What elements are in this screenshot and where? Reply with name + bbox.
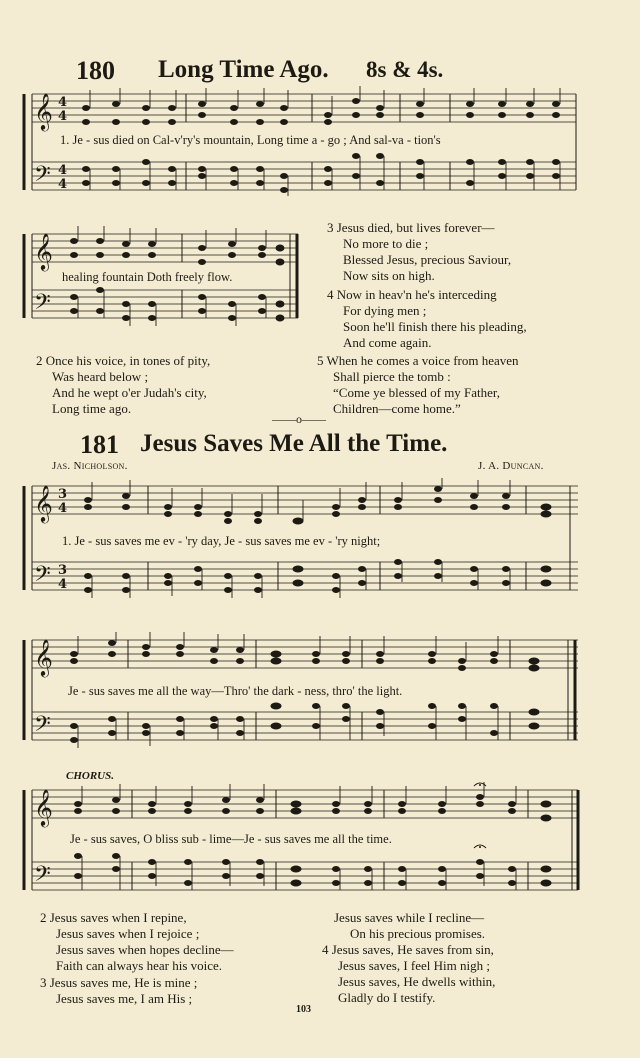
- treble-notes: [82, 86, 560, 125]
- svg-text:3: 3: [58, 487, 68, 502]
- verse-number: 4: [327, 287, 334, 302]
- treble-staff: [32, 94, 576, 122]
- svg-text:4: 4: [58, 109, 68, 124]
- svg-text:4: 4: [58, 95, 68, 110]
- svg-text:4: 4: [58, 577, 68, 592]
- treble-notes: [74, 782, 551, 821]
- bass-staff: [32, 562, 578, 590]
- hymn-181-author: Jas. Nicholson.: [52, 460, 128, 472]
- hymn-181-number: 181: [80, 430, 119, 459]
- section-separator: ——o——: [272, 412, 326, 426]
- hymn-180-verse-2: 2 Once his voice, in tones of pity, Was heard below ; And he wept o'er Judah's city, Long time ago.: [36, 353, 211, 416]
- hymn-181-composer: J. A. Duncan.: [478, 460, 544, 472]
- svg-text:𝄞: 𝄞: [34, 484, 53, 522]
- verse-number: 4: [322, 942, 329, 957]
- hymn-181-verse-4: 4 Jesus saves, He saves from sin, Jesus saves, I feel Him nigh ; Jesus saves, He dwells within, Gladly do I testify.: [322, 942, 496, 1005]
- svg-text:4: 4: [58, 501, 68, 516]
- svg-text:𝄞: 𝄞: [34, 788, 53, 826]
- hymn-181-title: Jesus Saves Me All the Time.: [140, 430, 448, 457]
- page-number: 103: [296, 1004, 311, 1015]
- hymn-181-lyrics-line-2: Je - sus saves me all the way—Thro' the dark - ness, thro' the light.: [68, 684, 403, 698]
- treble-notes: [70, 226, 284, 265]
- verse-number: 3: [327, 220, 334, 235]
- svg-text:3: 3: [58, 563, 68, 578]
- hymn-180-number: 180: [76, 56, 115, 85]
- bass-notes: [82, 153, 560, 196]
- hymn-180-verse-4: 4 Now in heav'n he's interceding For dying men ; Soon he'll finish there his pleading, And come again.: [327, 287, 527, 350]
- hymn-180-lyrics-line-2: healing fountain Doth freely flow.: [62, 270, 233, 284]
- svg-text:4: 4: [58, 177, 68, 192]
- svg-text:𝄞: 𝄞: [34, 638, 53, 676]
- bass-notes: [84, 559, 551, 598]
- hymn-181-lyrics-line-1: 1. Je - sus saves me ev - 'ry day, Je - sus saves me ev - 'ry night;: [62, 534, 381, 548]
- verse-number: 2: [36, 353, 43, 368]
- hymn-180-meter: 8s & 4s.: [366, 57, 444, 82]
- svg-text:𝄞: 𝄞: [34, 232, 53, 270]
- hymn-180-verse-5: 5 When he comes a voice from heaven Shall pierce the tomb : “Come ye blessed of my Father, Children—come home.”: [317, 353, 519, 416]
- bass-notes: [70, 703, 539, 748]
- hymn-180-title: Long Time Ago.: [158, 56, 329, 83]
- treble-staff: [32, 486, 578, 514]
- treble-clef: 𝄞: [34, 92, 53, 130]
- treble-notes: [70, 632, 539, 671]
- svg-text:4: 4: [58, 163, 68, 178]
- treble-notes: [84, 478, 551, 524]
- bass-notes: [70, 287, 284, 326]
- hymn-180-lyrics-line-1: 1. Je - sus died on Cal-v'ry's mountain, Long time a - go ; And sal-va - tion's: [60, 133, 441, 147]
- bass-staff: [32, 162, 576, 190]
- bass-staff: [32, 862, 578, 890]
- verse-number: 5: [317, 353, 324, 368]
- hymn-181-verse-2: 2 Jesus saves when I repine, Jesus saves when I rejoice ; Jesus saves when hopes decline— Faith can always hear his voice.: [40, 910, 234, 973]
- chorus-label: CHORUS.: [66, 770, 114, 782]
- bass-clef: 𝄢: [34, 162, 51, 192]
- hymn-181-verse-3-continued: Jesus saves while I recline— On his precious promises.: [334, 910, 486, 941]
- svg-text:𝄢: 𝄢: [34, 712, 51, 742]
- bass-staff: [32, 290, 298, 318]
- bass-staff: [32, 712, 578, 740]
- svg-text:𝄢: 𝄢: [34, 562, 51, 592]
- svg-text:𝄢: 𝄢: [34, 290, 51, 320]
- treble-staff: [32, 790, 578, 818]
- hymn-181-lyrics-chorus: Je - sus saves, O bliss sub - lime—Je - sus saves me all the time.: [70, 832, 392, 846]
- hymn-181-verse-3: 3 Jesus saves me, He is mine ; Jesus saves me, I am His ;: [40, 975, 198, 1006]
- verse-number: 2: [40, 910, 47, 925]
- svg-text:𝄢: 𝄢: [34, 862, 51, 892]
- hymn-180-verse-3: 3 Jesus died, but lives forever— No more to die ; Blessed Jesus, precious Saviour, Now sits on high.: [327, 220, 512, 283]
- verse-number: 3: [40, 975, 47, 990]
